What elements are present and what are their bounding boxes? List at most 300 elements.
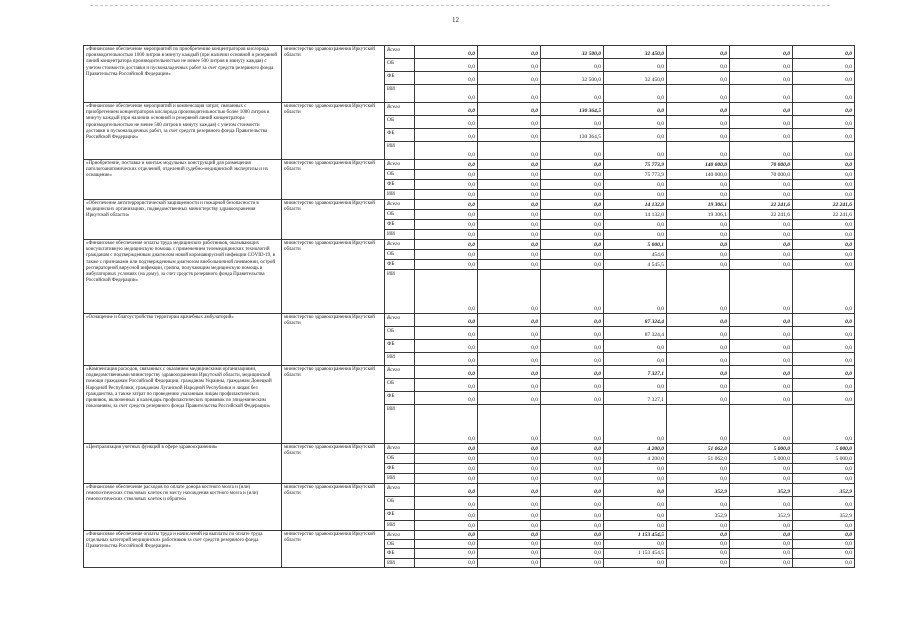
amount-cell: 0,0 [478,72,541,85]
amount-cell: 70 000,0 [730,160,793,170]
amount-cell: 0,0 [415,540,478,549]
amount-cell: 0,0 [415,497,478,510]
amount-cell: 0,0 [541,314,604,327]
amount-cell: 0,0 [541,190,604,200]
amount-cell: 0,0 [604,270,667,314]
amount-cell: 0,0 [604,340,667,353]
amount-cell: 0,0 [415,353,478,366]
amount-cell: 32 450,0 [604,46,667,59]
amount-cell: 0,0 [415,170,478,180]
amount-cell: 0,0 [667,521,730,531]
responsible-executor: министерство здравоохранения Иркутской области [282,200,385,240]
amount-cell: 0,0 [730,314,793,327]
amount-cell: 0,0 [478,170,541,180]
amount-cell: 0,0 [478,103,541,116]
measure-name: «Финансовое обеспечение мероприятий и компенсация затрат, связанных с приобретением концентраторов кислорода производительностью более 1000 литров в минуту каждый (при наличии основной и резервной линий концентратора производительностью не менее 500 литров в минуту каждая) с учетом стоимости доставки и пусконаладочных работ, за счет средств резервного фонда Правительства Российской Федерации» [84,103,282,160]
amount-cell: 0,0 [415,160,478,170]
amount-cell: 0,0 [415,392,478,405]
amount-cell: 0,0 [415,314,478,327]
amount-cell: 0,0 [415,464,478,474]
amount-cell: 7 327,1 [604,392,667,405]
funding-source: ИИ [385,85,415,103]
amount-cell: 0,0 [667,474,730,484]
amount-cell: 0,0 [541,59,604,72]
amount-cell: 0,0 [541,230,604,240]
amount-cell: 352,9 [793,484,855,497]
funding-source: ИИ [385,270,415,314]
amount-cell: 0,0 [667,540,730,549]
amount-cell: 0,0 [793,160,855,170]
amount-cell: 5 000,0 [793,454,855,464]
amount-cell: 0,0 [730,379,793,392]
measure-name: «Оснащение и благоустройство территории врачебных амбулаторий» [84,314,282,366]
table-row [84,314,855,327]
funding-source: ИИ [385,353,415,366]
table-row [84,46,855,59]
amount-cell: 0,0 [415,549,478,558]
amount-cell: 0,0 [667,59,730,72]
amount-cell: 0,0 [730,270,793,314]
amount-cell: 0,0 [415,85,478,103]
amount-cell: 0,0 [415,129,478,142]
amount-cell: 0,0 [478,540,541,549]
funding-source: ИИ [385,190,415,200]
amount-cell: 0,0 [667,497,730,510]
funding-source: Всего [385,444,415,454]
amount-cell: 352,9 [667,484,730,497]
amount-cell: 0,0 [541,180,604,190]
amount-cell: 0,0 [415,366,478,379]
table-row [84,366,855,379]
amount-cell: 0,0 [667,72,730,85]
amount-cell: 0,0 [667,240,730,250]
amount-cell: 0,0 [667,230,730,240]
amount-cell: 0,0 [730,340,793,353]
amount-cell: 0,0 [730,405,793,444]
funding-source: ОБ [385,59,415,72]
amount-cell: 0,0 [793,220,855,230]
responsible-executor: министерство здравоохранения Иркутской области [282,366,385,444]
amount-cell: 0,0 [478,180,541,190]
responsible-executor: министерство здравоохранения Иркутской области [282,103,385,160]
amount-cell: 0,0 [793,314,855,327]
amount-cell: 0,0 [478,366,541,379]
amount-cell: 0,0 [604,103,667,116]
amount-cell: 0,0 [478,314,541,327]
amount-cell: 0,0 [730,220,793,230]
funding-source: ФБ [385,260,415,270]
amount-cell: 0,0 [730,540,793,549]
amount-cell: 0,0 [415,230,478,240]
amount-cell: 0,0 [415,484,478,497]
amount-cell: 0,0 [667,46,730,59]
amount-cell: 0,0 [478,353,541,366]
amount-cell: 0,0 [541,260,604,270]
amount-cell: 0,0 [415,327,478,340]
amount-cell: 0,0 [793,327,855,340]
measure-name: «Централизация учетных функций в сфере здравоохранения» [84,444,282,484]
amount-cell: 0,0 [667,549,730,558]
amount-cell: 0,0 [730,180,793,190]
amount-cell: 0,0 [541,340,604,353]
amount-cell: 0,0 [604,353,667,366]
funding-source: ИИ [385,521,415,531]
amount-cell: 0,0 [730,549,793,558]
amount-cell: 0,0 [730,260,793,270]
amount-cell: 0,0 [604,497,667,510]
amount-cell: 0,0 [667,531,730,540]
amount-cell: 0,0 [793,142,855,160]
amount-cell: 0,0 [730,464,793,474]
amount-cell: 0,0 [793,116,855,129]
amount-cell: 0,0 [478,405,541,444]
amount-cell: 51 062,0 [667,454,730,464]
responsible-executor: министерство здравоохранения Иркутской области [282,240,385,314]
amount-cell: 0,0 [604,379,667,392]
amount-cell: 0,0 [793,85,855,103]
amount-cell: 0,0 [730,521,793,531]
amount-cell: 0,0 [541,392,604,405]
table-row [84,531,855,540]
amount-cell: 4 545,5 [604,260,667,270]
amount-cell: 0,0 [541,484,604,497]
amount-cell: 0,0 [478,142,541,160]
amount-cell: 0,0 [793,353,855,366]
amount-cell: 0,0 [541,170,604,180]
amount-cell: 0,0 [478,85,541,103]
funding-source: ФБ [385,392,415,405]
amount-cell: 0,0 [604,558,667,567]
amount-cell: 0,0 [730,240,793,250]
amount-cell: 0,0 [730,46,793,59]
amount-cell: 0,0 [730,72,793,85]
funding-source: ИИ [385,558,415,567]
funding-source: ФБ [385,180,415,190]
amount-cell: 0,0 [541,454,604,464]
measure-name: «Приобретение, поставка и монтаж модульных конструкций для размещения патологоанатомических отделений, отделений судебно-медицинской экспертизы и их оснащение» [84,160,282,200]
amount-cell: 0,0 [793,379,855,392]
responsible-executor: министерство здравоохранения Иркутской области [282,46,385,103]
amount-cell: 0,0 [730,531,793,540]
funding-source: Всего [385,240,415,250]
measure-name: «Обеспечение антитеррористической защищенности и пожарной безопасности в медицинских организациях, подведомственных министерству здравоохранения Иркутской области» [84,200,282,240]
amount-cell: 0,0 [478,497,541,510]
funding-source: ОБ [385,210,415,220]
amount-cell: 0,0 [793,549,855,558]
amount-cell: 0,0 [793,190,855,200]
measure-name: «Компенсация расходов, связанных с оказанием медицинскими организациями, подведомственными министерству здравоохранения Иркутской области, медицинской помощи гражданам Российской Федерации, гражданам Украины, гражданам Донецкой Народной Республики, гражданам Луганской Народной Республики и лицам без гражданства, а также затрат по проведению указанным лицам профилактических прививок, включенных в календарь профилактических прививок по эпидемическим показаниям, за счет средств резервного фонда Правительства Российской Федерации» [84,366,282,444]
amount-cell: 0,0 [730,366,793,379]
amount-cell: 0,0 [793,558,855,567]
funding-source: ОБ [385,250,415,260]
amount-cell: 0,0 [541,405,604,444]
funding-source: ИИ [385,474,415,484]
amount-cell: 0,0 [667,142,730,160]
table-row [84,103,855,116]
amount-cell: 0,0 [478,260,541,270]
amount-cell: 0,0 [541,558,604,567]
amount-cell: 87 324,4 [604,327,667,340]
amount-cell: 0,0 [793,464,855,474]
amount-cell: 140 000,0 [667,170,730,180]
amount-cell: 19 306,1 [667,210,730,220]
amount-cell: 7 327,1 [604,366,667,379]
amount-cell: 0,0 [415,210,478,220]
amount-cell: 0,0 [793,170,855,180]
amount-cell: 0,0 [541,240,604,250]
funding-source: ОБ [385,170,415,180]
amount-cell: 0,0 [541,142,604,160]
amount-cell: 0,0 [730,59,793,72]
amount-cell: 0,0 [478,200,541,210]
funding-source: Всего [385,46,415,59]
funding-source: ФБ [385,340,415,353]
amount-cell: 0,0 [667,379,730,392]
amount-cell: 0,0 [793,540,855,549]
amount-cell: 0,0 [604,521,667,531]
amount-cell: 0,0 [793,180,855,190]
amount-cell: 0,0 [667,366,730,379]
amount-cell: 0,0 [541,250,604,260]
amount-cell: 0,0 [541,497,604,510]
amount-cell: 0,0 [604,405,667,444]
amount-cell: 0,0 [730,250,793,260]
amount-cell: 0,0 [478,46,541,59]
table-body [84,46,855,568]
amount-cell: 0,0 [415,474,478,484]
amount-cell: 0,0 [667,180,730,190]
amount-cell: 0,0 [415,270,478,314]
amount-cell: 0,0 [415,116,478,129]
amount-cell: 130 364,5 [541,103,604,116]
amount-cell: 0,0 [478,510,541,521]
amount-cell: 5 000,1 [604,240,667,250]
amount-cell: 0,0 [793,46,855,59]
amount-cell: 0,0 [541,474,604,484]
amount-cell: 0,0 [793,474,855,484]
measure-name: «Финансовое обеспечение оплаты труда и начислений на выплаты по оплате труда отдельных категорий медицинских работников за счет средств резервного фонда Правительства Российской Федерации» [84,531,282,568]
amount-cell: 0,0 [541,444,604,454]
amount-cell: 0,0 [604,510,667,521]
funding-source: ОБ [385,116,415,129]
amount-cell: 0,0 [793,230,855,240]
amount-cell: 0,0 [478,549,541,558]
table-row [84,484,855,497]
amount-cell: 0,0 [478,220,541,230]
amount-cell: 0,0 [541,210,604,220]
amount-cell: 0,0 [415,510,478,521]
amount-cell: 0,0 [415,103,478,116]
amount-cell: 0,0 [730,85,793,103]
amount-cell: 130 364,5 [541,129,604,142]
amount-cell: 0,0 [415,340,478,353]
amount-cell: 14 132,0 [604,210,667,220]
amount-cell: 0,0 [667,220,730,230]
amount-cell: 0,0 [730,474,793,484]
amount-cell: 0,0 [730,230,793,240]
amount-cell: 0,0 [667,250,730,260]
table-row [84,160,855,170]
amount-cell: 0,0 [667,392,730,405]
table-row [84,240,855,250]
amount-cell: 0,0 [667,129,730,142]
amount-cell: 0,0 [730,190,793,200]
amount-cell: 0,0 [667,116,730,129]
funding-source: ФБ [385,129,415,142]
amount-cell: 0,0 [541,270,604,314]
amount-cell: 0,0 [730,103,793,116]
amount-cell: 0,0 [604,85,667,103]
amount-cell: 0,0 [541,200,604,210]
funding-source: ОБ [385,454,415,464]
amount-cell: 352,9 [730,484,793,497]
amount-cell: 0,0 [793,250,855,260]
amount-cell: 70 000,0 [730,170,793,180]
amount-cell: 0,0 [604,129,667,142]
amount-cell: 0,0 [478,379,541,392]
amount-cell: 0,0 [541,549,604,558]
amount-cell: 0,0 [541,379,604,392]
amount-cell: 0,0 [793,497,855,510]
amount-cell: 0,0 [541,531,604,540]
amount-cell: 0,0 [667,260,730,270]
amount-cell: 0,0 [604,59,667,72]
amount-cell: 0,0 [478,464,541,474]
table-row [84,200,855,210]
amount-cell: 4 200,0 [604,444,667,454]
amount-cell: 32 500,0 [541,72,604,85]
amount-cell: 0,0 [541,327,604,340]
amount-cell: 0,0 [478,210,541,220]
amount-cell: 0,0 [415,405,478,444]
amount-cell: 22 241,6 [730,210,793,220]
amount-cell: 0,0 [604,484,667,497]
amount-cell: 22 241,6 [793,200,855,210]
amount-cell: 51 062,0 [667,444,730,454]
financing-table [83,45,855,568]
amount-cell: 0,0 [793,405,855,444]
amount-cell: 0,0 [604,474,667,484]
amount-cell: 0,0 [478,129,541,142]
amount-cell: 0,0 [415,46,478,59]
amount-cell: 0,0 [478,531,541,540]
funding-source: Всего [385,366,415,379]
funding-source: ОБ [385,540,415,549]
amount-cell: 22 241,6 [793,210,855,220]
funding-source: ФБ [385,72,415,85]
amount-cell: 75 773,9 [604,160,667,170]
amount-cell: 0,0 [541,353,604,366]
amount-cell: 0,0 [730,142,793,160]
funding-source: ОБ [385,379,415,392]
amount-cell: 0,0 [730,497,793,510]
amount-cell: 0,0 [541,521,604,531]
amount-cell: 19 306,1 [667,200,730,210]
amount-cell: 0,0 [541,366,604,379]
amount-cell: 0,0 [541,510,604,521]
amount-cell: 5 000,0 [730,444,793,454]
amount-cell: 0,0 [415,454,478,464]
amount-cell: 32 500,0 [541,46,604,59]
funding-source: Всего [385,531,415,540]
funding-source: ИИ [385,142,415,160]
amount-cell: 0,0 [478,474,541,484]
amount-cell: 0,0 [415,220,478,230]
amount-cell: 0,0 [415,142,478,160]
responsible-executor: министерство здравоохранения Иркутской области [282,314,385,366]
amount-cell: 5 000,0 [793,444,855,454]
amount-cell: 0,0 [478,327,541,340]
amount-cell: 0,0 [541,160,604,170]
responsible-executor: министерство здравоохранения Иркутской области [282,160,385,200]
measure-name: «Финансовое обеспечение оплаты труда медицинских работников, оказывающих консультативную медицинскую помощь с применением телемедицинских технологий гражданам с подтвержденным диагнозом новой коронавирусной инфекции COVID-19, в также с признаками или подтвержденным диагнозом внебольничной пневмонии, острой респираторной вирусной инфекции, гриппа, получающим медицинскую помощь в амбулаторных условиях (на дому), за счет средств резервного фонда Правительства Российской Федерации» [84,240,282,314]
amount-cell: 0,0 [415,558,478,567]
amount-cell: 0,0 [793,270,855,314]
funding-source: Всего [385,103,415,116]
amount-cell: 0,0 [541,464,604,474]
amount-cell: 0,0 [604,190,667,200]
amount-cell: 0,0 [478,190,541,200]
amount-cell: 0,0 [793,129,855,142]
amount-cell: 0,0 [667,405,730,444]
amount-cell: 0,0 [730,129,793,142]
amount-cell: 0,0 [667,85,730,103]
amount-cell: 0,0 [730,353,793,366]
amount-cell: 0,0 [415,379,478,392]
amount-cell: 0,0 [478,270,541,314]
amount-cell: 0,0 [667,558,730,567]
amount-cell: 0,0 [793,340,855,353]
amount-cell: 0,0 [478,484,541,497]
amount-cell: 0,0 [478,59,541,72]
amount-cell: 0,0 [415,521,478,531]
amount-cell: 0,0 [478,454,541,464]
amount-cell: 0,0 [415,250,478,260]
amount-cell: 0,0 [604,464,667,474]
amount-cell: 0,0 [730,327,793,340]
amount-cell: 0,0 [415,200,478,210]
amount-cell: 5 000,0 [730,454,793,464]
amount-cell: 0,0 [478,160,541,170]
amount-cell: 75 773,9 [604,170,667,180]
measure-name: «Финансовое обеспечение расходов по оплате донора костного мозга и (или) гемопоэтических стволовых клеток по месту нахождения костного мозга и (или) гемопоэтических стволовых клеток и обратно» [84,484,282,531]
measure-name: «Финансовое обеспечение мероприятий по приобретению концентраторов кислорода производительностью 1000 литров в минуту каждый (при наличии основной и резервной линий концентратора производительностью не менее 500 литров в минуту каждая) с учетом стоимости доставки и пусконаладочных работ за счет средств резервного фонда Правительства Российской Федерации» [84,46,282,103]
funding-source: ФБ [385,510,415,521]
amount-cell: 352,9 [667,510,730,521]
amount-cell: 0,0 [541,116,604,129]
amount-cell: 0,0 [478,444,541,454]
amount-cell: 0,0 [667,327,730,340]
funding-source: Всего [385,160,415,170]
amount-cell: 0,0 [415,240,478,250]
amount-cell: 0,0 [793,59,855,72]
responsible-executor: министерство здравоохранения Иркутской области [282,531,385,568]
amount-cell: 0,0 [667,103,730,116]
table-row [84,444,855,454]
amount-cell: 0,0 [478,240,541,250]
funding-source: ИИ [385,405,415,444]
amount-cell: 0,0 [730,558,793,567]
amount-cell: 0,0 [667,314,730,327]
amount-cell: 0,0 [478,230,541,240]
amount-cell: 0,0 [541,540,604,549]
funding-source: ОБ [385,497,415,510]
amount-cell: 0,0 [415,72,478,85]
amount-cell: 0,0 [604,116,667,129]
amount-cell: 0,0 [793,72,855,85]
amount-cell: 0,0 [415,531,478,540]
amount-cell: 0,0 [541,220,604,230]
